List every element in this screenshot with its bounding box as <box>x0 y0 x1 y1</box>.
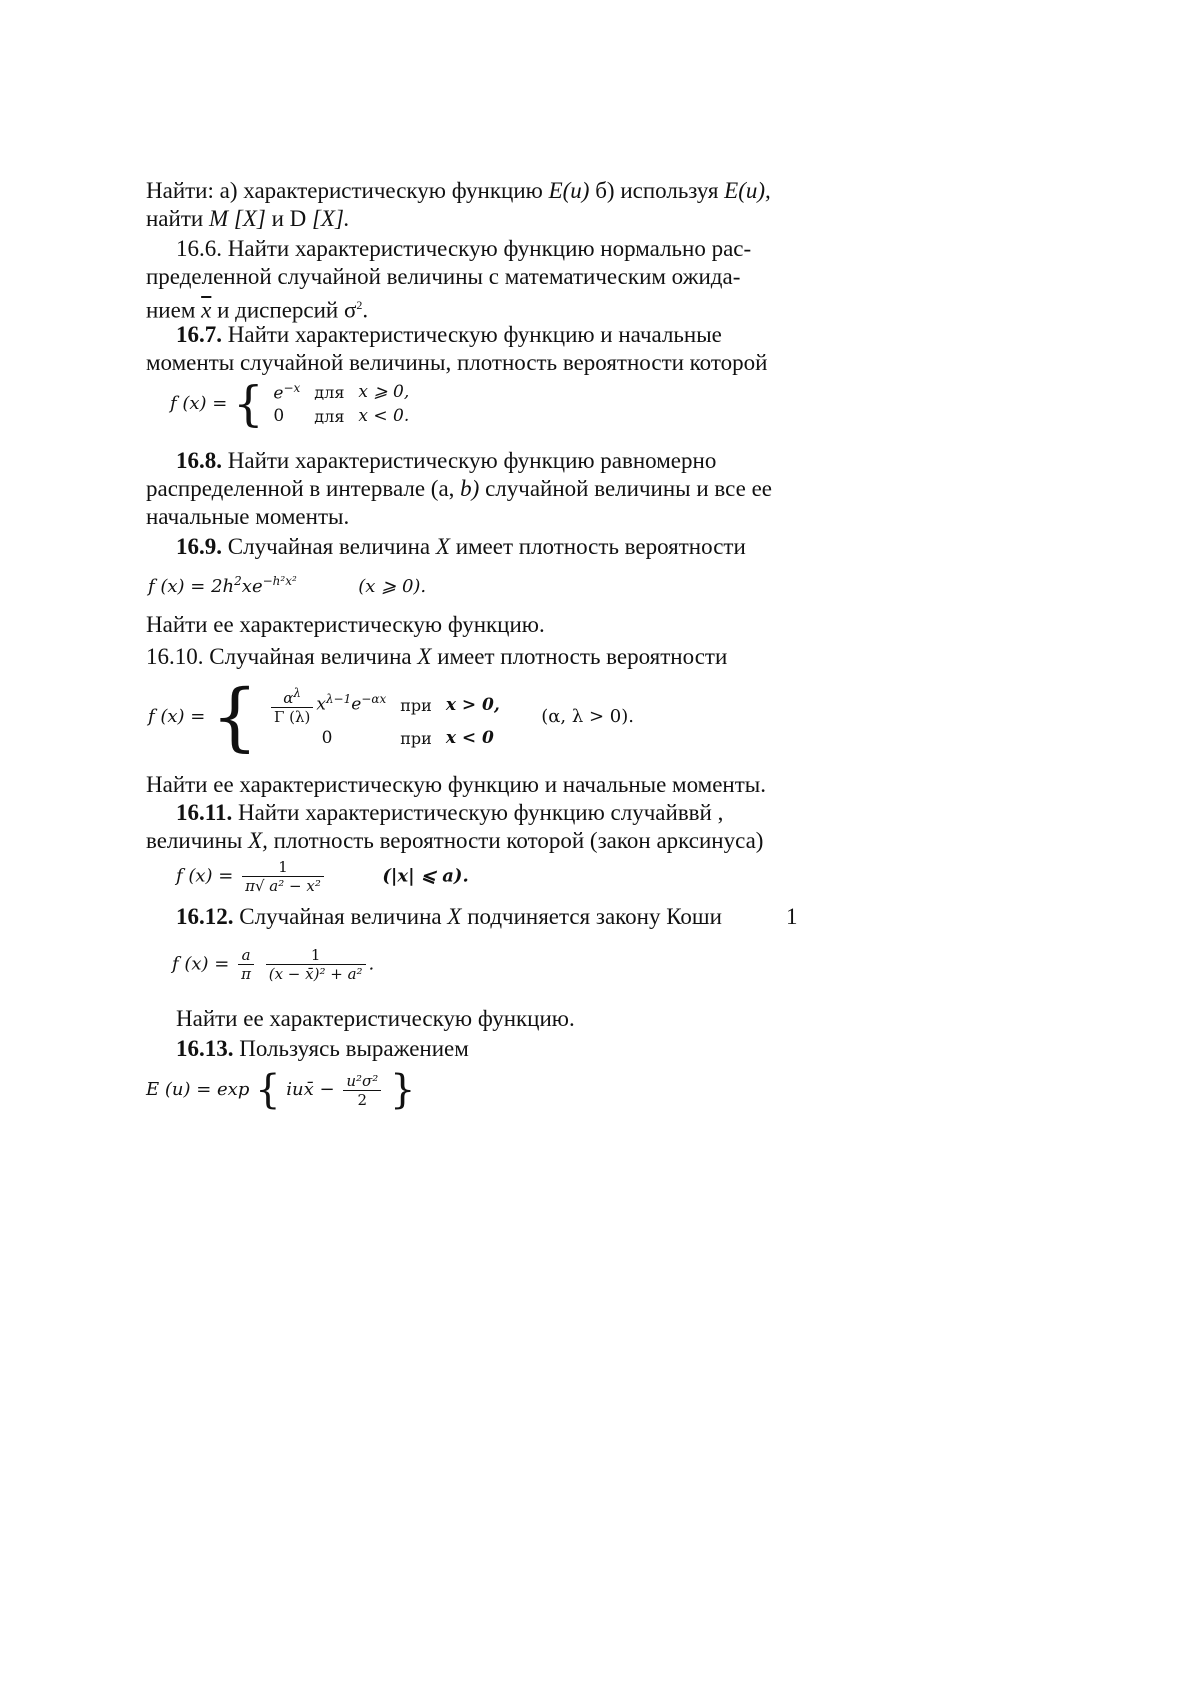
math-X: X <box>435 534 450 559</box>
text: 16.6. Найти характеристическую функцию нормально рас- <box>176 236 752 261</box>
case-word: для <box>314 382 345 402</box>
formula-16-13 <box>146 1067 416 1113</box>
text: подчиняется закону Коши <box>461 904 722 929</box>
case-expr: $e^{-x}$ <box>273 380 301 404</box>
math-DX: [X]. <box>311 206 350 231</box>
numerator: u²σ² <box>343 1072 381 1091</box>
left-brace: { <box>255 1067 281 1113</box>
superscript: 2 <box>356 298 363 312</box>
text: Найти: а) характеристическую функцию <box>146 178 549 203</box>
problem-number: 16.9. <box>176 534 222 559</box>
text: Найти ее характеристическую функцию. <box>176 1006 575 1031</box>
text: и D <box>265 206 312 231</box>
text: Случайная величина <box>222 534 436 559</box>
denominator: π <box>241 965 251 983</box>
formula-cond: (x ⩾ 0). <box>358 576 427 597</box>
formula-lhs: f (x) = <box>170 393 228 414</box>
formula-params: (α, λ > 0). <box>541 706 635 727</box>
find-line-3 <box>176 1006 575 1032</box>
problem-16-11-line-1 <box>176 800 723 826</box>
problem-number: 16.12. <box>176 904 234 929</box>
fraction <box>242 858 324 895</box>
superscript: −h²x² <box>262 574 297 588</box>
numerator: 1 <box>266 946 366 965</box>
fraction <box>271 684 313 726</box>
text: моменты случайной величины, плотность вероятности которой <box>146 350 768 375</box>
text: 1 <box>786 904 798 929</box>
math-Eu: E(u) <box>548 178 590 203</box>
stray-number <box>786 904 798 930</box>
problem-16-9-line-1 <box>176 534 746 560</box>
problem-16-6-line-3 <box>146 292 368 324</box>
find-line-1 <box>146 612 545 638</box>
case-cond: x > 0, <box>445 695 500 715</box>
formula-lhs: f (x) = <box>172 953 230 975</box>
text: случайной величины и все ее <box>479 476 772 501</box>
text: и дисперсий σ <box>211 297 357 323</box>
text: 16.10. Случайная величина <box>146 644 418 669</box>
text: имеет плотность вероятности <box>449 534 746 559</box>
case-cond: x < 0 <box>445 728 494 748</box>
text: Найти характеристическую функцию и начальные <box>222 322 722 347</box>
left-brace: { <box>211 674 259 760</box>
formula-lhs: f (x) = <box>148 706 206 727</box>
formula-16-12 <box>172 946 374 983</box>
problem-number: 16.7. <box>176 322 222 347</box>
formula-part: xe <box>241 576 263 597</box>
find-line-2 <box>146 772 766 798</box>
formula-16-7 <box>170 376 419 432</box>
superscript: 2 <box>234 574 242 588</box>
text: имеет плотность вероятности <box>431 644 728 669</box>
case-word: для <box>314 406 345 426</box>
formula-end: . <box>368 953 375 975</box>
denominator: π√ a² − x² <box>245 877 321 895</box>
problem-16-7-line-2 <box>146 350 767 376</box>
left-brace: { <box>233 376 264 432</box>
case-cond: x ⩾ 0, <box>358 382 410 402</box>
formula-lhs: f (x) = <box>176 865 234 887</box>
fraction <box>343 1072 381 1109</box>
math-b: b) <box>460 476 480 501</box>
problem-number: 16.13. <box>176 1036 234 1061</box>
problem-16-8-line-2 <box>146 476 772 502</box>
problem-16-11-line-2 <box>146 828 763 854</box>
text: начальные моменты. <box>146 504 350 529</box>
denominator: 2 <box>357 1090 368 1109</box>
text: б) используя <box>589 178 725 203</box>
formula-lhs: E (u) = exp <box>146 1079 250 1100</box>
cases-table <box>269 380 419 428</box>
cases-table <box>264 684 510 750</box>
numerator: a <box>238 946 254 965</box>
denominator: Γ (λ) <box>273 708 311 726</box>
formula-part: iux̄ − <box>286 1079 335 1100</box>
text: величины <box>146 828 249 853</box>
case-word: при <box>400 695 432 715</box>
math-X: X, <box>248 828 268 853</box>
case-expr: 0 <box>321 728 333 748</box>
formula-16-10 <box>148 674 635 760</box>
numerator: $\alpha^\lambda$ <box>271 684 313 708</box>
formula-16-11 <box>176 858 469 895</box>
text: Найти характеристическую функцию равномерно <box>222 448 717 473</box>
text: нием <box>146 297 202 323</box>
text: распределенной в интервале (a, <box>146 476 461 501</box>
right-brace: } <box>390 1067 416 1113</box>
problem-16-13-line-1 <box>176 1036 469 1062</box>
case-expr: $\frac{\alpha^\lambda}{\Gamma (\lambda)}$ $x^{\lambda-1}e^{-\alpha x}$ <box>264 684 396 726</box>
problem-16-8-line-3 <box>146 504 349 530</box>
case-word: при <box>400 728 432 748</box>
formula-16-9 <box>148 574 426 597</box>
fraction <box>266 946 366 983</box>
formula-lhs: f (x) = 2h <box>148 576 235 597</box>
case-row <box>269 404 419 428</box>
formula-cond: (|x| ⩽ a). <box>382 865 469 887</box>
text: плотность вероятности которой (закон арксинуса) <box>267 828 764 853</box>
case-expr: 0 <box>273 406 285 426</box>
math-Eu: E(u), <box>724 178 771 203</box>
text: Пользуясь выражением <box>233 1036 469 1061</box>
text: Найти ее характеристическую функцию. <box>146 612 545 637</box>
case-row <box>264 726 510 750</box>
math-MX: M [X] <box>208 206 266 231</box>
math-X: X <box>447 904 462 929</box>
text: Найти ее характеристическую функцию и начальные моменты. <box>146 772 766 797</box>
problem-16-10-line-1 <box>146 644 727 670</box>
math-xbar: $\overline{x}$ <box>201 297 212 323</box>
problem-number: 16.8. <box>176 448 222 473</box>
case-cond: x < 0. <box>358 406 410 426</box>
text-line-1 <box>146 178 771 204</box>
text: найти <box>146 206 209 231</box>
math-X: X <box>417 644 432 669</box>
problem-16-6-line-2 <box>146 264 740 290</box>
case-row <box>264 684 510 726</box>
numerator: 1 <box>242 858 324 877</box>
text: пределенной случайной величины с математическим ожида- <box>146 264 741 289</box>
denominator: (x − x̄)² + a² <box>268 965 363 983</box>
problem-16-6-line-1 <box>176 236 751 262</box>
fraction <box>238 946 254 983</box>
problem-16-7-line-1 <box>176 322 722 348</box>
text: Случайная величина <box>233 904 448 929</box>
case-row <box>269 380 419 404</box>
problem-number: 16.11. <box>176 800 233 825</box>
problem-16-12-line-1 <box>176 904 722 930</box>
text: . <box>362 297 369 323</box>
text: Найти характеристическую функцию случайввй , <box>232 800 724 825</box>
text-line-2 <box>146 206 350 232</box>
problem-16-8-line-1 <box>176 448 716 474</box>
